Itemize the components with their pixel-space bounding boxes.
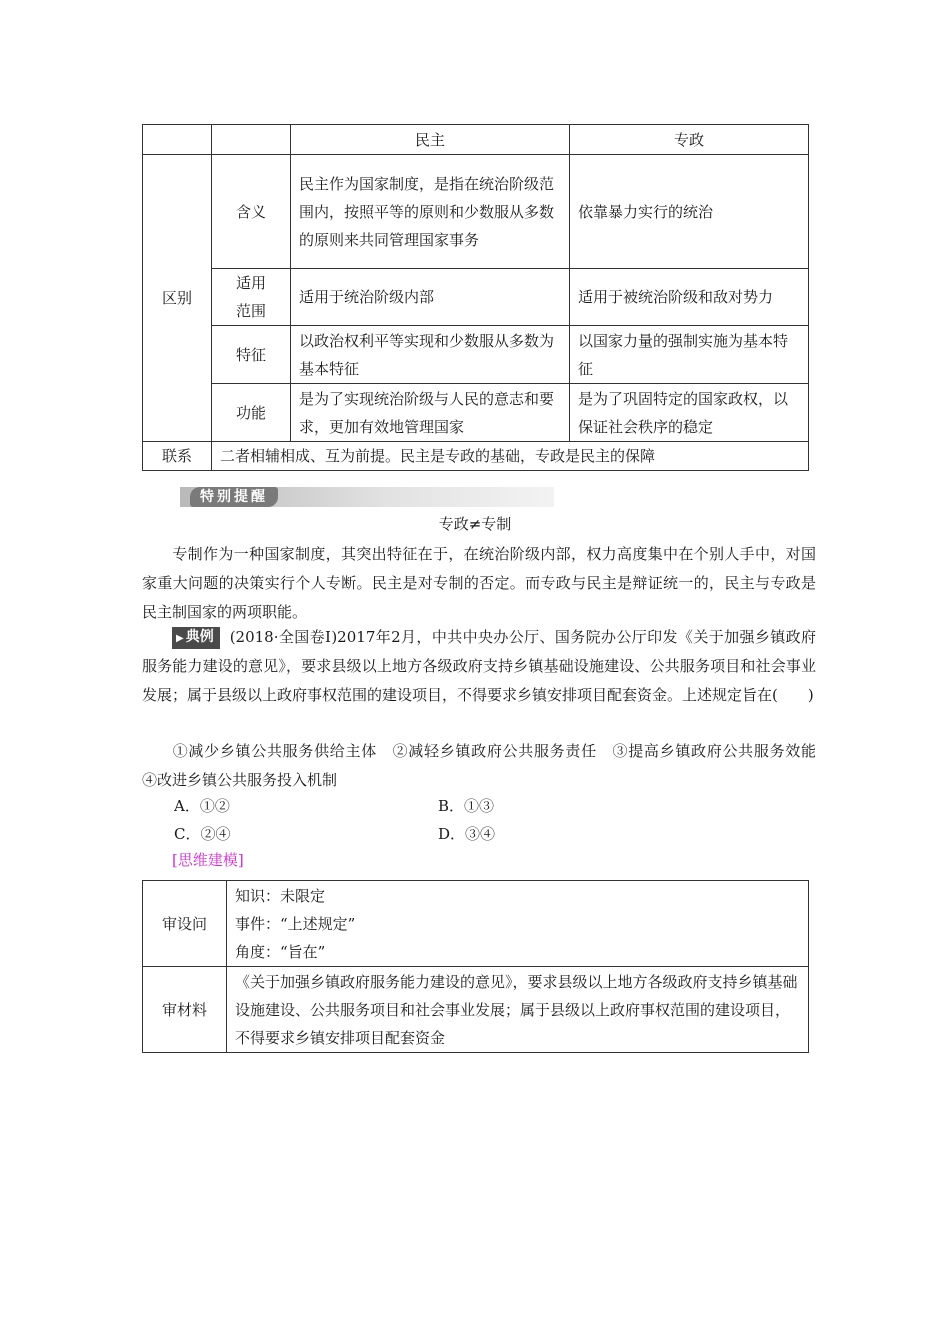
example-stem <box>142 623 816 710</box>
example-items <box>142 737 832 795</box>
group-label-difference: 区别 <box>143 155 212 442</box>
tip-badge: 特别提醒 <box>190 487 278 507</box>
header-cell-empty <box>212 125 291 155</box>
comparison-table <box>142 124 809 471</box>
option-b: B．①③ <box>438 797 495 815</box>
table-row <box>143 384 809 442</box>
option-d: D．③④ <box>438 825 496 843</box>
row-label-scope-line1: 适用 <box>235 274 266 292</box>
model-question-line: 事件：“上述规定” <box>235 914 356 933</box>
row-label-feature: 特征 <box>212 326 291 384</box>
header-dictatorship: 专政 <box>570 125 809 155</box>
table-header-row <box>143 125 809 155</box>
option-a: A．①② <box>174 797 230 815</box>
tip-title: 专政≠专制 <box>438 515 512 533</box>
dictatorship-feature: 以国家力量的强制实施为基本特征 <box>570 326 809 384</box>
model-question-line: 角度：“旨在” <box>235 942 326 961</box>
example-stem-text: (2018·全国卷Ⅰ)2017年2月，中共中央办公厅、国务院办公厅印发《关于加强乡镇政府服务能力建设的意见》，要求县级以上地方各级政府支持乡镇基础设施建设、公共服务项目和社会事业发展；属于县级以上政府事权范围的建设项目，不得要求乡镇安排项目配套资金。上述规定旨在( ) <box>142 628 816 704</box>
democracy-scope: 适用于统治阶级内部 <box>291 269 570 326</box>
model-label-question: 审设问 <box>143 881 227 967</box>
table-row <box>143 269 809 326</box>
header-cell-empty <box>143 125 212 155</box>
row-label-meaning: 含义 <box>212 155 291 269</box>
model-question-line: 知识：未限定 <box>235 886 326 905</box>
table-row <box>143 155 809 269</box>
example-badge-label: 典例 <box>185 629 214 645</box>
model-label-material: 审材料 <box>143 967 227 1053</box>
relation-label: 联系 <box>143 442 212 471</box>
table-row <box>143 881 809 967</box>
dictatorship-scope: 适用于被统治阶级和敌对势力 <box>570 269 809 326</box>
table-row <box>143 326 809 384</box>
triangle-right-icon: ▶ <box>176 633 184 644</box>
tip-body-text: 专制作为一种国家制度，其突出特征在于，在统治阶级内部，权力高度集中在个别人手中，对国家重大问题的决策实行个人专断。民主是对专制的否定。而专政与民主是辩证统一的，民主与专政是民主制国家的两项职能。 <box>142 545 816 621</box>
example-badge <box>172 627 220 649</box>
democracy-feature: 以政治权利平等实现和少数服从多数为基本特征 <box>291 326 570 384</box>
model-question-content <box>227 881 809 967</box>
tip-body <box>142 540 816 627</box>
example-items-text: ①减少乡镇公共服务供给主体 ②减轻乡镇政府公共服务责任 ③提高乡镇政府公共服务效能 ④改进乡镇公共服务投入机制 <box>142 742 832 789</box>
row-label-scope <box>212 269 291 326</box>
thinking-model-table <box>142 880 809 1053</box>
model-label: [思维建模] <box>172 851 244 869</box>
democracy-meaning: 民主作为国家制度，是指在统治阶级范围内，按照平等的原则和少数服从多数的原则来共同管理国家事务 <box>291 155 570 269</box>
header-democracy: 民主 <box>291 125 570 155</box>
row-label-scope-line2: 范围 <box>235 302 266 320</box>
table-row <box>143 967 809 1053</box>
row-label-function: 功能 <box>212 384 291 442</box>
dictatorship-function: 是为了巩固特定的国家政权，以保证社会秩序的稳定 <box>570 384 809 442</box>
model-material-content: 《关于加强乡镇政府服务能力建设的意见》，要求县级以上地方各级政府支持乡镇基础设施建设、公共服务项目和社会事业发展；属于县级以上政府事权范围的建设项目，不得要求乡镇安排项目配套资金 <box>227 967 809 1053</box>
relation-text: 二者相辅相成、互为前提。民主是专政的基础，专政是民主的保障 <box>212 442 809 471</box>
dictatorship-meaning: 依靠暴力实行的统治 <box>570 155 809 269</box>
table-row-relation <box>143 442 809 471</box>
democracy-function: 是为了实现统治阶级与人民的意志和要求，更加有效地管理国家 <box>291 384 570 442</box>
option-c: C．②④ <box>174 825 231 843</box>
